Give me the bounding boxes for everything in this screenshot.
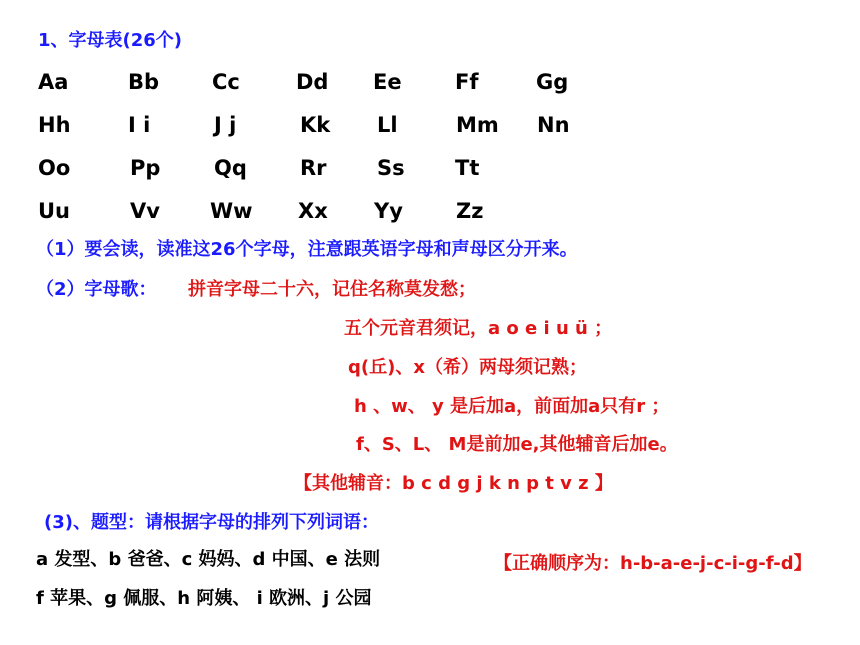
note-reading: （1）要会读，读准这26个字母，注意跟英语字母和声母区分开来。 xyxy=(36,239,578,260)
letter-cell: Rr xyxy=(300,156,327,180)
letter-cell: Nn xyxy=(537,113,570,137)
words-line: f 苹果、g 佩服、h 阿姨、 i 欧洲、j 公园 xyxy=(36,588,372,609)
letter-cell: Gg xyxy=(536,70,569,94)
letter-cell: Pp xyxy=(130,156,161,180)
song-line: 五个元音君须记，a o e i u ü ； xyxy=(344,318,613,339)
letter-cell: Tt xyxy=(455,156,480,180)
letter-cell: I i xyxy=(128,113,151,137)
letter-cell: Ee xyxy=(373,70,402,94)
song-line: q(丘)、x（希）两母须记熟； xyxy=(348,357,587,378)
letter-cell: Oo xyxy=(38,156,71,180)
heading: 1、字母表(26个) xyxy=(38,30,183,51)
letter-cell: Xx xyxy=(298,199,328,223)
letter-cell: Kk xyxy=(300,113,331,137)
letter-cell: Qq xyxy=(214,156,247,180)
other-consonants: 【其他辅音：b c d g j k n p t v z 】 xyxy=(294,473,613,494)
letter-cell: Yy xyxy=(374,199,403,223)
letter-cell: Cc xyxy=(212,70,240,94)
words-line: a 发型、b 爸爸、c 妈妈、d 中国、e 法则 xyxy=(36,549,381,570)
letter-cell: Aa xyxy=(38,70,69,94)
letter-cell: Vv xyxy=(130,199,160,223)
letter-cell: J j xyxy=(214,113,237,137)
letter-cell: Ww xyxy=(210,199,253,223)
letter-cell: Ll xyxy=(377,113,398,137)
note-song-label: （2）字母歌： xyxy=(36,279,157,300)
letter-cell: Uu xyxy=(38,199,71,223)
letter-cell: Hh xyxy=(38,113,71,137)
letter-cell: Bb xyxy=(128,70,160,94)
letter-cell: Ss xyxy=(377,156,405,180)
song-line: h 、w、 y 是后加a，前面加a只有r ； xyxy=(354,396,670,417)
letter-cell: Mm xyxy=(456,113,499,137)
question-prompt: (3)、题型：请根据字母的排列下列词语： xyxy=(44,512,379,533)
letter-cell: Dd xyxy=(296,70,329,94)
answer: 【正确顺序为：h-b-a-e-j-c-i-g-f-d】 xyxy=(494,553,812,574)
letter-cell: Ff xyxy=(455,70,479,94)
song-line: f、S、L、 M是前加e,其他辅音后加e。 xyxy=(356,434,678,455)
letter-cell: Zz xyxy=(456,199,484,223)
song-line: 拼音字母二十六，记住名称莫发愁； xyxy=(188,279,476,300)
